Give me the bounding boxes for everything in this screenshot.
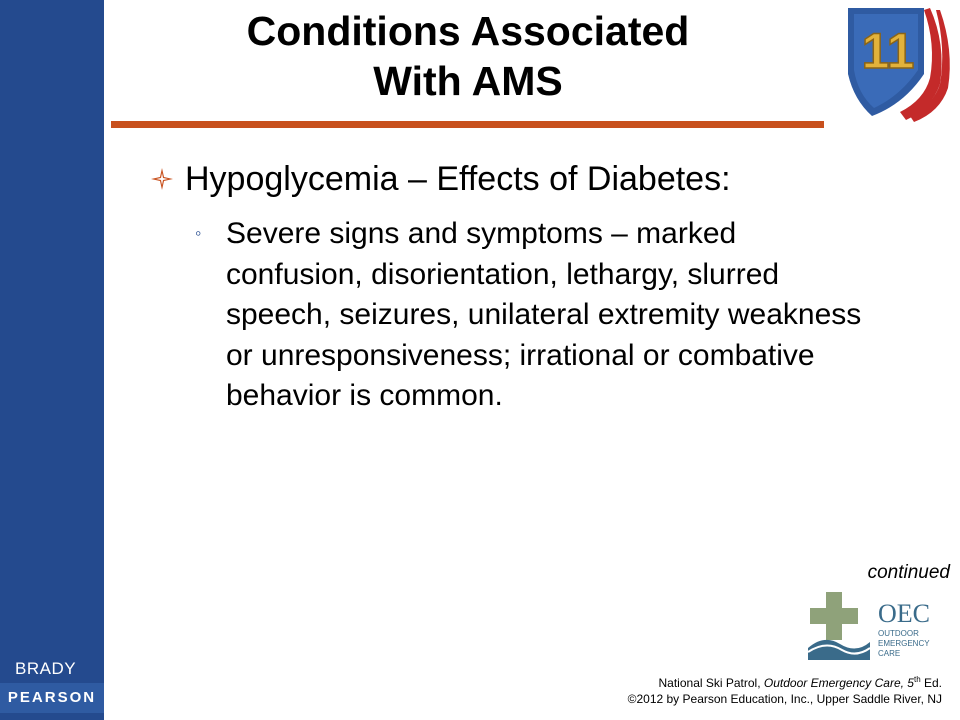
sub-bullet-text: Severe signs and symptoms – marked confusion, disorientation, lethargy, slurred speech, seizures, unilateral extremity weakness or unresponsiveness; irrational or combative behavior is common. [226,217,862,412]
footer-edition: Ed. [920,676,942,690]
oec-logo [804,586,944,664]
left-sidebar [0,0,104,720]
footer-sup: th [913,675,921,684]
brady-label: BRADY [15,659,77,678]
badge-number: 11 [861,23,915,79]
footer-org: National Ski Patrol, [658,676,764,690]
hollow-circle-bullet-icon: ◦ [195,223,202,243]
oec-logo-line-1: OUTDOOR [878,629,919,638]
title-line-2: With AMS [373,58,563,104]
title-underline [111,121,824,128]
footer-copyright: ©2012 by Pearson Education, Inc., Upper Saddle River, NJ [627,692,942,706]
footer-line-1 [628,672,942,691]
chapter-badge [844,4,956,124]
continued-label: continued [867,562,950,583]
oec-logo-name: OEC [878,599,930,628]
oec-logo-line-2: EMERGENCY [878,639,930,648]
compass-star-bullet-icon [150,167,174,191]
pearson-logo: PEARSON [0,683,104,713]
oec-logo-line-3: CARE [878,649,901,658]
bullet-text: Hypoglycemia – Effects of Diabetes: [185,160,731,198]
footer-citation [628,672,942,707]
title-line-1: Conditions Associated [246,8,690,54]
slide-title [108,6,828,106]
footer-book: Outdoor Emergency Care, 5 [763,676,914,690]
